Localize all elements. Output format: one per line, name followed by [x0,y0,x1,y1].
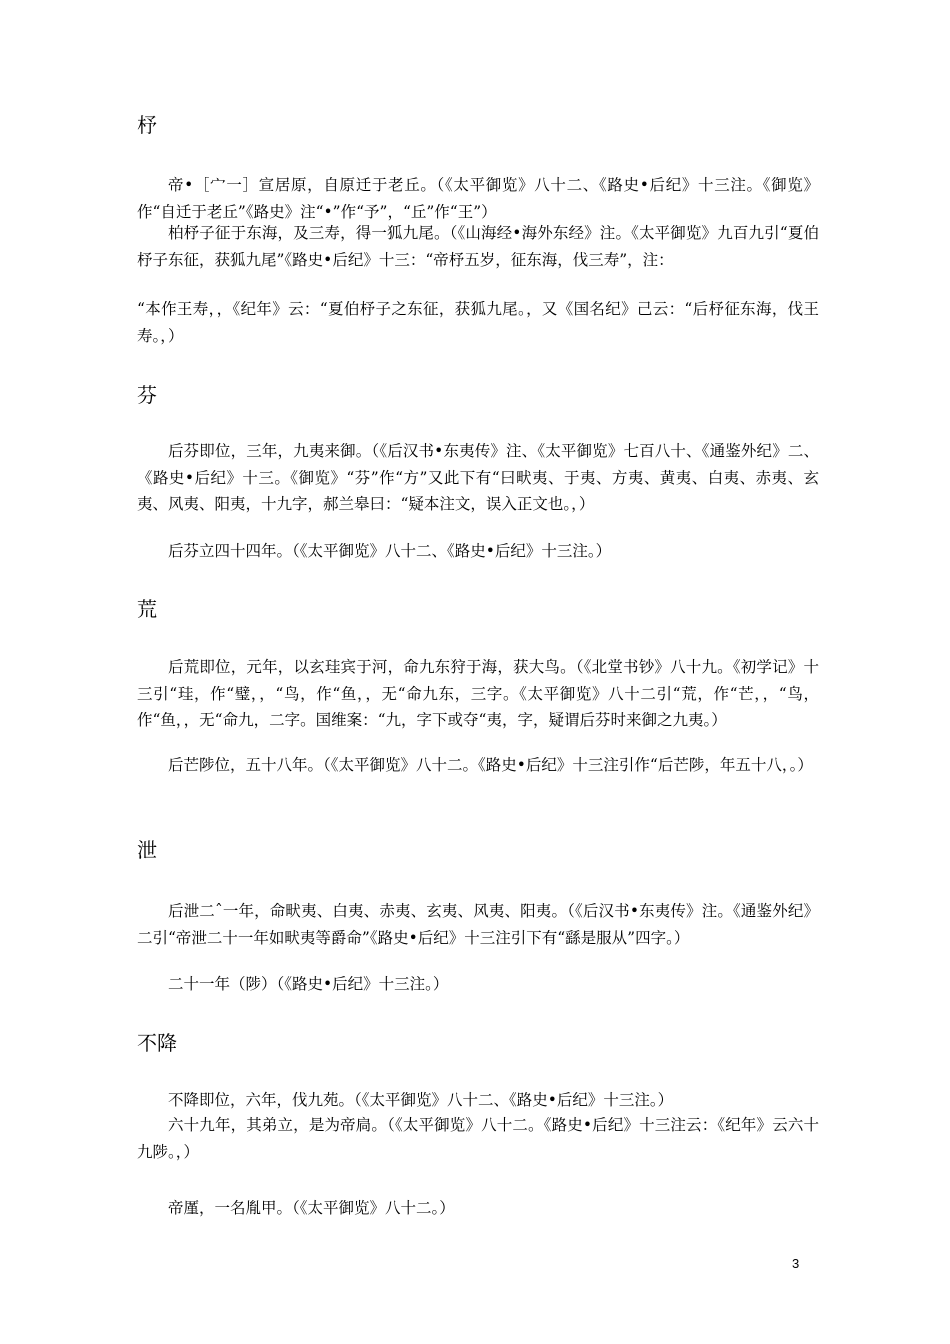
section-heading-bujiang: 不降 [137,1031,177,1055]
paragraph: 不降即位，六年，伐九苑。（《太平御览》八十二、《路史•后纪》十三注。） [168,1091,674,1109]
paragraph: 柏杼子征于东海，及三寿，得一狐九尾。（《山海经•海外东经》注。《太平御览》九百九引“夏伯杼子东征，获狐九尾”《路史•后纪》十三：“帝杼五岁，征东海，伐三寿”，注： [137,224,819,269]
section-heading-huang: 荒 [137,597,157,621]
section-heading-xie: 泄 [137,838,157,862]
paragraph: 帝厪，一名胤甲。（《太平御览》八十二。） [168,1199,455,1217]
paragraph: 六十九年，其弟立，是为帝扃。（《太平御览》八十二。《路史•后纪》十三注云：《纪年》云六十九陟。，） [137,1116,819,1161]
paragraph: 后芬即位，三年，九夷来御。（《后汉书•东夷传》注、《太平御览》七百八十、《通鉴外纪》二、《路史•后纪》十三。《御览》“芬”作“方”又此下有“曰畎夷、于夷、方夷、黄夷、白夷、赤夷、玄夷、风夷、阳夷，十九字，郝兰皋曰：“疑本注文，误入正文也。，） [137,442,819,513]
section-heading-zhu: 杼 [137,113,157,137]
section-heading-fen: 芬 [137,383,157,407]
paragraph: 二十一年（陟）（《路史•后纪》十三注。） [168,975,449,993]
paragraph: 后泄二ˆ一年，命畎夷、白夷、赤夷、玄夷、风夷、阳夷。（《后汉书•东夷传》注。《通鉴外纪》二引“帝泄二十一年如畎夷等爵命”《路史•后纪》十三注引下有“繇是服从”四字。） [137,902,819,947]
paragraph: “本作王寿，，《纪年》云：“夏伯杼子之东征，获狐九尾。，又《国名纪》己云：“后杼征东海，伐王寿。，） [137,300,819,345]
paragraph: 帝•［宀一］宣居原，自原迁于老丘。（《太平御览》八十二、《路史•后纪》十三注。《御览》作“自迁于老丘”《路史》注“•”作“予”，“丘”作“王”） [137,176,819,221]
paragraph: 后荒即位，元年，以玄珪宾于河，命九东狩于海，获大鸟。（《北堂书钞》八十九。《初学记》十三引“珪，作“璧，，“鸟，作“鱼，，无“命九东，三字。《太平御览》八十二引“荒，作“芒，，“鸟，作“鱼，，无“命九，二字。国维案：“九，字下或夺“夷，字，疑谓后芬时来御之九夷。） [137,658,819,729]
paragraph: 后芒陟位，五十八年。（《太平御览》八十二。《路史•后纪》十三注引作“后芒陟，年五十八，。） [168,756,813,774]
page-number: 3 [792,1256,800,1271]
paragraph: 后芬立四十四年。（《太平御览》八十二、《路史•后纪》十三注。） [168,542,612,560]
